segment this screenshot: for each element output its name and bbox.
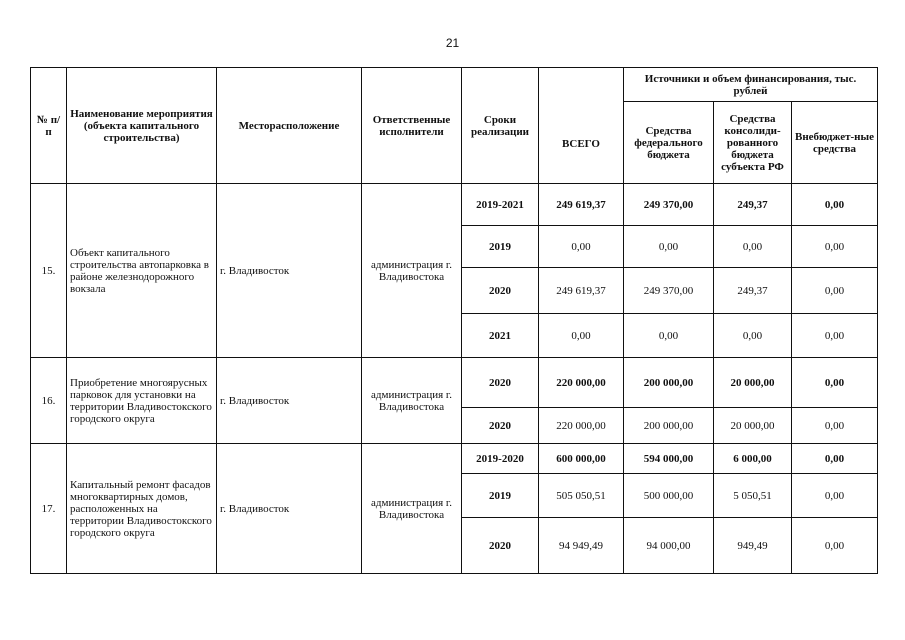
row-number: 16.	[31, 358, 67, 444]
header-federal: Средства федерального бюджета	[624, 102, 714, 184]
cell-federal: 594 000,00	[624, 444, 714, 474]
cell-period: 2021	[462, 314, 539, 358]
table-row	[31, 184, 878, 226]
cell-extra: 0,00	[792, 444, 878, 474]
header-responsible: Ответственные исполнители	[362, 68, 462, 184]
cell-total: 220 000,00	[539, 358, 624, 408]
row-name: Объект капитального строительства автопарковка в районе железнодорожного вокзала	[67, 184, 217, 358]
cell-extra: 0,00	[792, 268, 878, 314]
cell-total: 249 619,37	[539, 268, 624, 314]
cell-period: 2019	[462, 474, 539, 518]
table-row	[31, 358, 878, 408]
page-number: 21	[445, 36, 460, 50]
cell-total: 505 050,51	[539, 474, 624, 518]
cell-federal: 200 000,00	[624, 358, 714, 408]
cell-consolidated: 20 000,00	[714, 358, 792, 408]
cell-extra: 0,00	[792, 226, 878, 268]
header-num: № п/п	[31, 68, 67, 184]
header-name: Наименование мероприятия (объекта капитального строительства)	[67, 68, 217, 184]
cell-consolidated: 6 000,00	[714, 444, 792, 474]
cell-total: 249 619,37	[539, 184, 624, 226]
cell-consolidated: 0,00	[714, 226, 792, 268]
cell-consolidated: 949,49	[714, 518, 792, 574]
header-location: Месторасположение	[217, 68, 362, 184]
cell-period: 2020	[462, 358, 539, 408]
cell-extra: 0,00	[792, 474, 878, 518]
header-extra: Внебюджет-ные средства	[792, 102, 878, 184]
cell-extra: 0,00	[792, 518, 878, 574]
cell-total: 600 000,00	[539, 444, 624, 474]
cell-total: 94 949,49	[539, 518, 624, 574]
cell-federal: 0,00	[624, 226, 714, 268]
cell-consolidated: 20 000,00	[714, 408, 792, 444]
cell-extra: 0,00	[792, 314, 878, 358]
cell-period: 2020	[462, 518, 539, 574]
cell-federal: 200 000,00	[624, 408, 714, 444]
row-responsible: администрация г. Владивостока	[362, 444, 462, 574]
cell-total: 0,00	[539, 226, 624, 268]
header-sources: Источники и объем финансирования, тыс. рублей	[624, 68, 878, 102]
cell-extra: 0,00	[792, 184, 878, 226]
header-consolidated: Средства консолиди-рованного бюджета субъекта РФ	[714, 102, 792, 184]
row-name: Приобретение многоярусных парковок для установки на территории Владивостокского городского округа	[67, 358, 217, 444]
financing-table	[30, 67, 878, 574]
cell-period: 2020	[462, 408, 539, 444]
row-location: г. Владивосток	[217, 444, 362, 574]
cell-consolidated: 249,37	[714, 268, 792, 314]
cell-consolidated: 249,37	[714, 184, 792, 226]
row-responsible: администрация г. Владивостока	[362, 184, 462, 358]
row-name: Капитальный ремонт фасадов многоквартирных домов, расположенных на территории Владивостокского городского округа	[67, 444, 217, 574]
row-number: 17.	[31, 444, 67, 574]
row-responsible: администрация г. Владивостока	[362, 358, 462, 444]
cell-consolidated: 0,00	[714, 314, 792, 358]
cell-federal: 500 000,00	[624, 474, 714, 518]
cell-federal: 249 370,00	[624, 268, 714, 314]
cell-total: 220 000,00	[539, 408, 624, 444]
cell-period: 2019-2020	[462, 444, 539, 474]
cell-federal: 94 000,00	[624, 518, 714, 574]
cell-federal: 249 370,00	[624, 184, 714, 226]
cell-period: 2019-2021	[462, 184, 539, 226]
cell-period: 2019	[462, 226, 539, 268]
cell-extra: 0,00	[792, 408, 878, 444]
row-number: 15.	[31, 184, 67, 358]
row-location: г. Владивосток	[217, 358, 362, 444]
header-total: ВСЕГО	[539, 68, 624, 184]
cell-consolidated: 5 050,51	[714, 474, 792, 518]
header-period: Сроки реализации	[462, 68, 539, 184]
cell-total: 0,00	[539, 314, 624, 358]
row-location: г. Владивосток	[217, 184, 362, 358]
table-row	[31, 444, 878, 474]
cell-federal: 0,00	[624, 314, 714, 358]
cell-extra: 0,00	[792, 358, 878, 408]
cell-period: 2020	[462, 268, 539, 314]
